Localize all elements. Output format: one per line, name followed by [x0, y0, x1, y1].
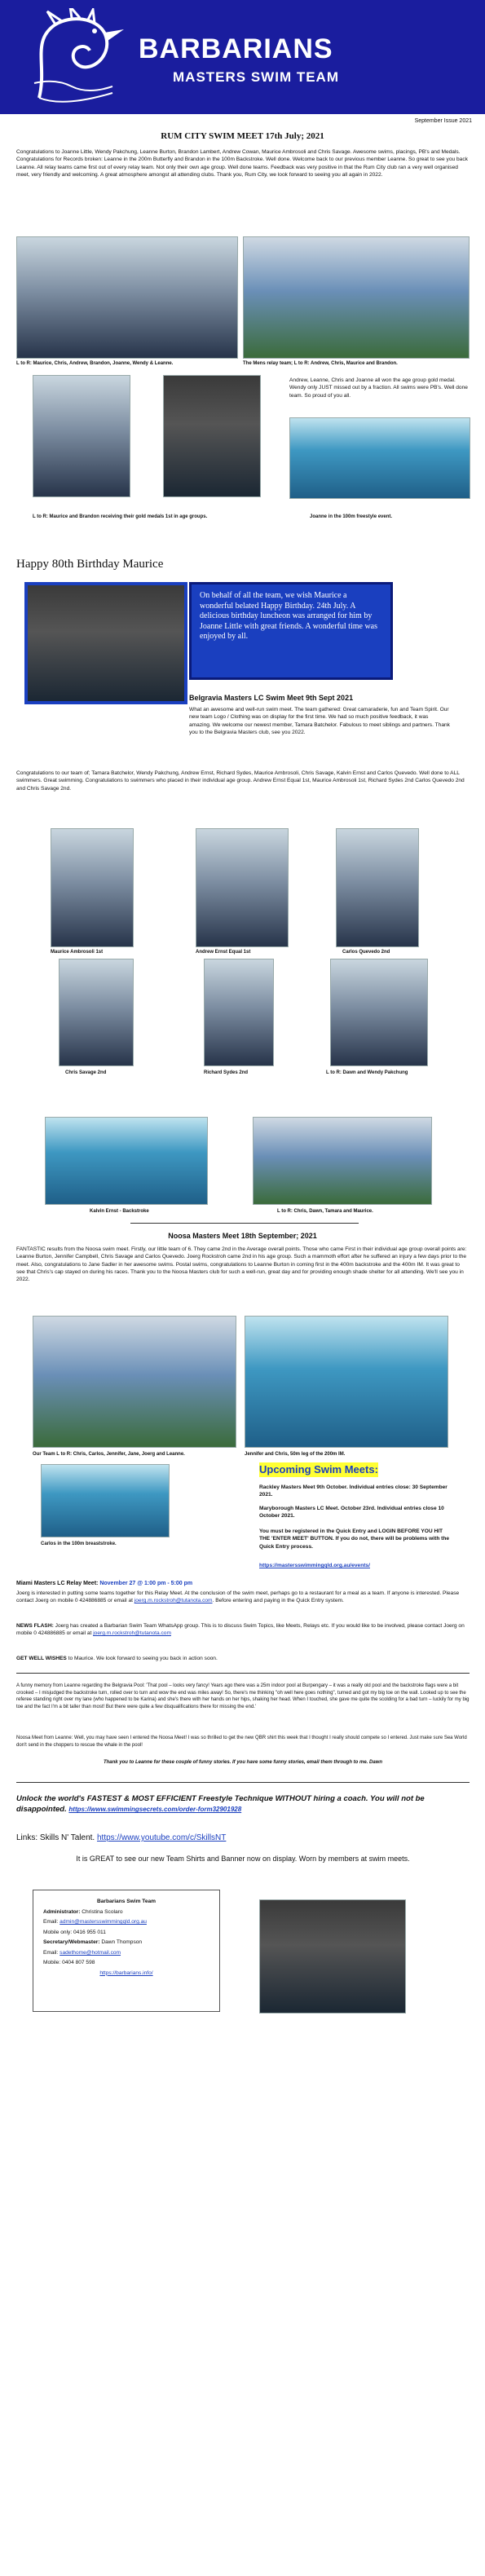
- miami-text: [16, 1590, 470, 1605]
- richard-photo: [204, 959, 274, 1066]
- gold-medal-photo-2: [163, 375, 261, 497]
- belgravia-caption-4: Chris Savage 2nd: [65, 1070, 107, 1075]
- contact-mobile-1: Mobile only: 0416 955 011: [43, 1929, 106, 1935]
- noosa-team-photo: [33, 1316, 236, 1448]
- news-flash-label: NEWS FLASH:: [16, 1623, 54, 1629]
- noosa-im-photo: [245, 1316, 448, 1448]
- divider: [130, 1223, 359, 1224]
- upcoming-title: Upcoming Swim Meets:: [259, 1463, 378, 1475]
- links-block: [16, 1833, 470, 1844]
- andrew-photo: [196, 828, 289, 947]
- shirts-text: It is GREAT to see our new Team Shirts and Banner now on display. Worn by members at swim meets.: [76, 1855, 410, 1863]
- carlos-photo: [336, 828, 419, 947]
- belgravia-text-1: What an awesome and well-run swim meet. The team gathered: Great camaraderie, fun and Team Spirit. Our new team Logo / Clothing was on display for the first time. We had so much positive feedback, it was amazing. We welcome our newest member, Tamara Batchelor. Fabulous to meet siblings and partners. Thank you to the Belgravia Masters club, see you 2022.: [189, 707, 450, 736]
- get-well-label: GET WELL WISHES: [16, 1656, 67, 1661]
- miami-date: November 27 @ 1:00 pm - 5:00 pm: [99, 1581, 193, 1586]
- gold-medal-photo-1: [33, 375, 130, 497]
- rumcity-caption-2: The Mens relay team; L to R: Andrew, Chris, Maurice and Brandon.: [243, 361, 398, 366]
- mens-relay-photo: [243, 236, 470, 359]
- chris-photo: [59, 959, 134, 1066]
- contact-email-1: [43, 1917, 209, 1928]
- miami-title: Miami Masters LC Relay Meet:: [16, 1581, 99, 1586]
- contact-mobile-2: Mobile: 0404 807 598: [43, 1960, 95, 1966]
- kalvin-backstroke-photo: [45, 1117, 208, 1205]
- admin-name: Christina Scolaro: [82, 1908, 123, 1915]
- rumcity-caption-3: L to R: Maurice and Brandon receiving their gold medals 1st in age groups.: [33, 514, 208, 519]
- admin-email-link[interactable]: admin@mastersswimmingqld.org.au: [60, 1919, 147, 1925]
- belgravia-caption-3: Carlos Quevedo 2nd: [342, 950, 390, 955]
- belgravia-text-2: Congratulations to our team of; Tamara Batchelor, Wendy Pakchung, Andrew Ernst, Richard Sydes, Maurice Ambrosoli, Chris Savage, Kalvin Ernst and Carlos Quevedo. Well done to ALL swimmers. Great swimming. Congratulations to swimmers who placed in their individual age group. Andrew Ernst Equal 1st, Maurice Ambrosoli 1st, Richard Sydes 2nd Carlos Quevedo 2nd and Chris Savage 2nd.: [16, 770, 465, 792]
- group-photo-2: [253, 1117, 432, 1205]
- get-well-wishes: [16, 1655, 470, 1662]
- youtube-link[interactable]: https://www.youtube.com/c/SkillsNT: [97, 1833, 227, 1842]
- website-link[interactable]: https://barbarians.info/: [99, 1969, 153, 1976]
- funny-thanks: Thank you to Leanne for these couple of funny stories. If you have some funny stories, email them through to me. Dawn: [103, 1760, 383, 1765]
- upcoming-maryborough: Maryborough Masters LC Meet. October 23rd. Individual entries close 10 October 2021.: [259, 1506, 444, 1520]
- upcoming-rackley: Rackley Masters Meet 9th October. Individual entries close: 30 September 2021.: [259, 1484, 448, 1498]
- belgravia-caption-8: L to R: Chris, Dawn, Tamara and Maurice.: [277, 1209, 373, 1214]
- rumcity-caption-4: Joanne in the 100m freestyle event.: [310, 514, 393, 519]
- page-title: BARBARIANS: [139, 33, 333, 64]
- issue-label: September Issue 2021: [414, 118, 472, 124]
- upcoming-register-text: You must be registered in the Quick Entry and LOGIN BEFORE YOU HIT THE 'ENTER MEET' BUTTON. If you do not, there will be problems with the Quick Entry process.: [259, 1528, 450, 1550]
- unlock-link[interactable]: https://www.swimmingsecrets.com/order-form32901928: [68, 1806, 242, 1814]
- funny-memory-text: A funny memory from Leanne regarding the Belgravia Pool: 'That pool – looks very fancy! Years ago there was a 25m indoor pool at Burpengary – it was a really old pool and the backstroke flags were a bit crooked – I misjudged the backstroke turn, rolled over to turn and wow the end was miles away! So, there's me thinking "oh well here goes nothing", turned and got my big toe on the wall. Looked up to see the referee standing right over my lane (who happened to be Karina) and she's there with her hands on her hips, shaking her head. When I touched, she gave me quite the scolding for a bad turn – luckily for my big toe and the fact I'm a bit taller than most! But there were quite a few disqualifications there for missing the end.': [16, 1683, 470, 1709]
- miami-email-link[interactable]: joerg.m.rockstroh@tutanota.com: [134, 1598, 213, 1604]
- noosa-title: Noosa Masters Meet 18th September; 2021: [168, 1232, 317, 1240]
- joanne-freestyle-photo: [289, 417, 470, 499]
- email-label: Email:: [43, 1919, 59, 1925]
- belgravia-caption-2: Andrew Ernst Equal 1st: [196, 950, 251, 955]
- birthday-message-box: On behalf of all the team, we wish Maurice a wonderful belated Happy Birthday. 24th July. A delicious birthday luncheon was arranged for him by Joanne Little with great friends. A wonderful time was enjoyed by all.: [189, 582, 393, 680]
- rumcity-side-text: Andrew, Leanne, Chris and Joanne all won the age group gold medal. Wendy only JUST missed out by a fraction. All swims were PB's. Well done team. So proud of you all.: [289, 377, 468, 399]
- contact-box: [33, 1890, 220, 2012]
- miami-text-1: Joerg is interested in putting some teams together for this Relay Meet. At the conclusion of the swim meet, perhaps go to a restaurant for a meal as a team. If anyone is interested. Please contact Joerg on mobile 0 424886885 or email at: [16, 1590, 460, 1604]
- divider: [16, 1782, 470, 1783]
- team-photo: [16, 236, 238, 359]
- noosa-caption-3: Carlos in the 100m breaststroke.: [41, 1542, 117, 1546]
- miami-block: [16, 1580, 192, 1587]
- email-label: Email:: [43, 1949, 59, 1956]
- belgravia-caption-1: Maurice Ambrosoli 1st: [51, 950, 104, 955]
- noosa-text: FANTASTIC results from the Noosa swim meet. Firstly, our little team of 6. They came 2nd in the Average overall points. Those who came First in their individual age group overall points are: Leanne Burton, Jennifer Campbell, Chris Savage and Carlos Quevedo. Joerg Rockstroh came 2nd in his age group. Such a mammoth effort after he suffered an injury a few days prior to the meet. Also, congratulations to Jane Sadler in her awesome swims. Postal swims, congratulations to Leanne Burton in coming first in the 400m backstroke and the 400m IM. It was great to see that Chris's cap stayed on during his races. Thank you to the Noosa Masters club for such a well-run, great day and for providing enough shade shelter for all attending. We'll see you in 2022.: [16, 1246, 467, 1283]
- divider: [16, 1673, 470, 1674]
- rumcity-caption-1: L to R: Maurice, Chris, Andrew, Brandon, Joanne, Wendy & Leanne.: [16, 361, 174, 366]
- carlos-breaststroke-photo: [41, 1464, 170, 1537]
- contact-title: Barbarians Swim Team: [96, 1899, 157, 1904]
- noosa-caption-2: Jennifer and Chris, 50m leg of the 200m IM.: [245, 1452, 346, 1457]
- belgravia-caption-5: Richard Sydes 2nd: [204, 1070, 249, 1075]
- maurice-photo: [51, 828, 134, 947]
- team-shirts-photo: [259, 1899, 406, 2014]
- news-flash-text: Joerg has created a Barbarian Swim Team WhatsApp group. This is to discuss Swim Topics, like Meets, Relays etc. If you would like to be involved, please contact Joerg on mobile 0 424886885 or email at: [16, 1623, 465, 1637]
- unlock-block: [16, 1793, 470, 1815]
- get-well-text: to Maurice. We look forward to seeing you back in action soon.: [68, 1656, 218, 1661]
- noosa-caption-1: Our Team L to R: Chris, Carlos, Jennifer, Jane, Joerg and Leanne.: [33, 1452, 185, 1457]
- birthday-photo: [24, 582, 187, 704]
- secretary-name: Dawn Thompson: [101, 1939, 143, 1946]
- birthday-title: Happy 80th Birthday Maurice: [16, 558, 164, 571]
- contact-secretary: [43, 1938, 209, 1948]
- belgravia-title: Belgravia Masters LC Swim Meet 9th Sept 2021: [189, 694, 354, 702]
- links-label: Links: Skills N' Talent.: [16, 1833, 95, 1842]
- contact-email-2: [43, 1948, 209, 1959]
- rumcity-text: Congratulations to Joanne Little, Wendy Pakchung, Leanne Burton, Brandon Lambert, Andrew Cowan, Maurice Ambrosoli and Chris Savage. Awesome swims, placings, PB's and Medals. Congratulations for Records broken: Leanne in the 200m Butterfly and Brandon in the 100m Backstroke. Well done. Welcome back to our previous member Leanne. So great to see you back Leanne. All relay teams came first out of every relay team. Not only their own age group. Well done teams. Feedback was very positive in that the Rum City club ran a very well organised meet, very friendly and welcoming. A great atmosphere amongst all attending clubs. Thank you, Rum City, we look forward to seeing you all again in 2022.: [16, 149, 468, 179]
- funny-noosa-text: Noosa Meet from Leanne: Well, you may have seen I entered the Noosa Meet! I was so thrilled to get the new QBR shirt this week that I thought I really should compete so I entered. Just make sure Sea World don't send in the choppers to rescue the whale in the pool!: [16, 1736, 467, 1748]
- news-flash-email-link[interactable]: joerg.m.rockstroh@tutanota.com: [93, 1630, 171, 1637]
- belgravia-caption-6: L to R: Dawn and Wendy Pakchung: [326, 1070, 408, 1075]
- secretary-label: Secretary/Webmaster:: [43, 1939, 100, 1946]
- events-link[interactable]: https://mastersswimmingqld.org.au/events/: [259, 1563, 370, 1568]
- unlock-text: Unlock the world's FASTEST & MOST EFFICIENT Freestyle Technique WITHOUT hiring a coach. You will not be disappointed.: [16, 1794, 425, 1815]
- header-banner: [0, 0, 485, 114]
- rumcity-title: RUM CITY SWIM MEET 17th July; 2021: [161, 131, 324, 141]
- page-subtitle: MASTERS SWIM TEAM: [173, 69, 339, 85]
- miami-text-2: . Before entering and paying in the Quick Entry system.: [212, 1598, 344, 1604]
- secretary-email-link[interactable]: sadethome@hotmail.com: [60, 1949, 121, 1956]
- admin-label: Administrator:: [43, 1908, 81, 1915]
- dawn-wendy-photo: [330, 959, 428, 1066]
- news-flash: [16, 1622, 470, 1638]
- contact-admin: [43, 1908, 209, 1918]
- belgravia-caption-7: Kalvin Ernst - Backstroke: [90, 1209, 149, 1214]
- dragon-logo-icon: [23, 8, 129, 109]
